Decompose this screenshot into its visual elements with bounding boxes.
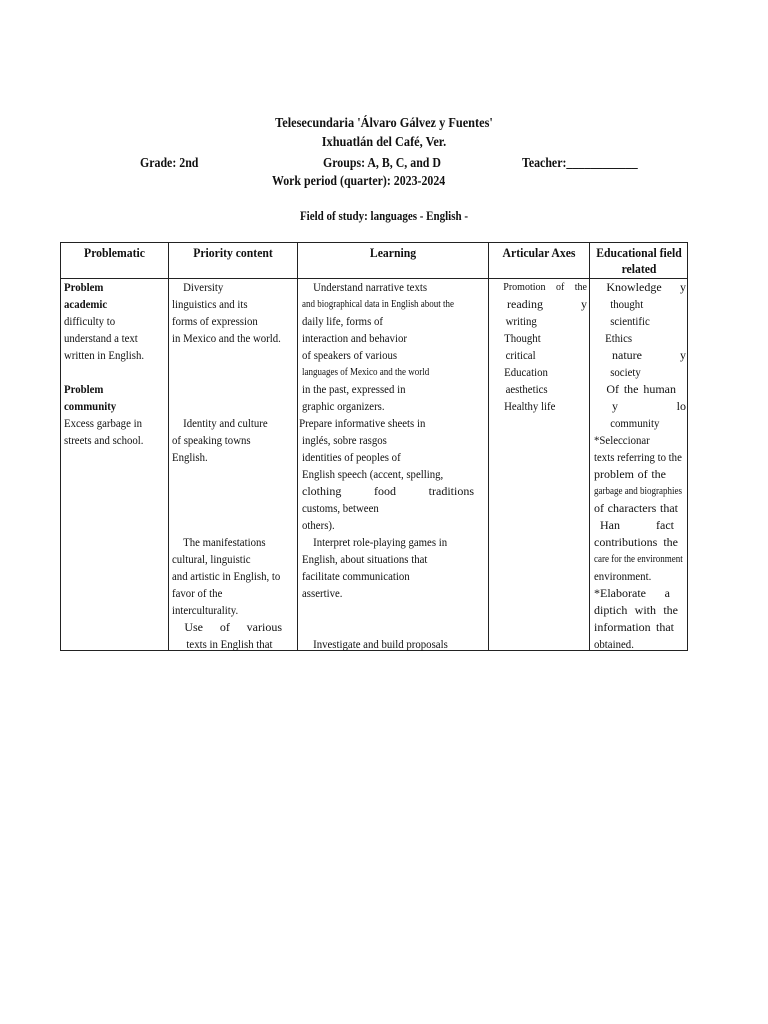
problematic-cell — [64, 279, 167, 650]
learning-line — [302, 483, 474, 500]
word: lo — [676, 399, 686, 413]
column-divider — [488, 243, 489, 650]
word: of — [550, 282, 560, 293]
edu-line — [594, 500, 678, 517]
edu-line — [594, 381, 676, 398]
learning-line: Understand narrative texts — [302, 280, 416, 294]
edu-line: environment. — [594, 569, 652, 583]
axes-line: Education — [493, 365, 537, 379]
problem-text: Excess garbage in — [64, 416, 142, 430]
word: Promotion — [493, 282, 536, 293]
word: traditions — [428, 484, 474, 498]
word: contributions — [594, 535, 658, 549]
word: reading — [507, 297, 543, 311]
word: Use — [172, 620, 191, 634]
learning-line: graphic organizers. — [302, 399, 385, 413]
problem-text: streets and school. — [64, 433, 144, 447]
axes-line — [493, 279, 587, 296]
learning-line: Prepare informative sheets in — [288, 416, 415, 430]
word: the — [663, 603, 678, 617]
word: Knowledge — [594, 280, 650, 294]
content-line: of speaking towns — [172, 433, 251, 447]
learning-line: inglés, sobre rasgos — [302, 433, 387, 447]
edu-line — [594, 466, 666, 483]
learning-line: assertive. — [302, 586, 343, 600]
edu-line — [594, 347, 686, 364]
work-period: Work period (quarter): 2023-2024 — [272, 173, 446, 188]
header-priority-content: Priority content — [193, 245, 273, 260]
axes-line: aesthetics — [505, 382, 548, 396]
school-name: Telesecundaria 'Álvaro Gálvez y Fuentes' — [275, 116, 493, 131]
learning-line: daily life, forms of — [302, 314, 383, 328]
articular-axes-cell — [493, 279, 587, 650]
learning-line: and biographical data in English about the — [302, 299, 454, 310]
axes-line: critical — [505, 348, 536, 362]
content-line: Diversity — [172, 280, 213, 294]
word: fact — [656, 518, 674, 532]
learning-cell — [288, 279, 487, 651]
problem-text: written in English. — [64, 348, 145, 362]
content-line — [172, 619, 282, 636]
edu-line — [594, 534, 678, 551]
problem-text: understand a text — [64, 331, 138, 345]
content-line: forms of expression — [172, 314, 258, 328]
priority-content-cell — [172, 279, 296, 650]
learning-line: identities of peoples of — [302, 450, 401, 464]
column-divider — [297, 243, 298, 650]
learning-line: Investigate and build proposals — [302, 637, 437, 651]
school-location: Ixhuatlán del Café, Ver. — [321, 135, 447, 150]
content-line: The manifestations — [172, 535, 255, 549]
word: characters — [607, 501, 657, 515]
word: that — [656, 620, 674, 634]
word: food — [374, 484, 396, 498]
learning-line: English speech (accent, spelling, — [302, 467, 444, 481]
word: the — [663, 535, 678, 549]
content-line: texts in English that — [186, 637, 273, 651]
word: problem — [594, 467, 634, 481]
word: the — [617, 382, 633, 396]
word: various — [246, 620, 282, 634]
problem-text: difficulty to — [64, 314, 116, 328]
axes-line: Healthy life — [493, 399, 545, 413]
content-line: interculturality. — [172, 603, 239, 617]
edu-line: thought — [610, 297, 644, 311]
column-divider — [168, 243, 169, 650]
learning-line: of speakers of various — [302, 348, 398, 362]
planning-table — [60, 242, 688, 651]
groups-label: Groups: A, B, C, and D — [323, 155, 441, 170]
edu-line: texts referring to the — [594, 450, 682, 464]
header-educational-field: Educational field related — [596, 245, 682, 276]
word: y — [680, 348, 686, 362]
word: that — [659, 501, 678, 515]
field-of-study: Field of study: languages - English - — [299, 209, 469, 223]
word: diptich — [594, 603, 628, 617]
axes-line: writing — [505, 314, 537, 328]
edu-line — [594, 517, 674, 534]
learning-line: facilitate communication — [302, 569, 410, 583]
word: y — [612, 399, 618, 413]
problem-title: community — [64, 399, 117, 413]
learning-line: English, about situations that — [302, 552, 428, 566]
content-line: and artistic in English, to — [172, 569, 281, 583]
content-line: English. — [172, 450, 208, 464]
teacher-label: Teacher:____________ — [522, 155, 638, 170]
word: of — [213, 620, 224, 634]
edu-line: scientific — [610, 314, 650, 328]
learning-line: customs, between — [302, 501, 379, 515]
edu-line: obtained. — [594, 637, 634, 651]
word: Han — [600, 518, 620, 532]
word: information — [594, 620, 651, 634]
word: human — [643, 382, 676, 396]
word: a — [664, 586, 670, 600]
header-problematic: Problematic — [84, 245, 145, 260]
edu-line: Ethics — [594, 331, 621, 345]
word: clothing — [302, 484, 342, 498]
learning-line: others). — [302, 518, 335, 532]
header-articular-axes: Articular Axes — [502, 245, 576, 260]
word: *Elaborate — [594, 586, 646, 600]
word: y — [581, 297, 587, 311]
learning-line: in the past, expressed in — [302, 382, 406, 396]
column-divider — [589, 243, 590, 650]
learning-line: languages of Mexico and the world — [302, 367, 430, 378]
header-learning: Learning — [369, 245, 417, 260]
word: y — [680, 280, 686, 294]
word: with — [634, 603, 656, 617]
word: of — [637, 467, 648, 481]
edu-line: society — [610, 365, 641, 379]
edu-line — [594, 619, 674, 636]
edu-line — [594, 602, 678, 619]
edu-line — [594, 279, 686, 296]
word: the — [651, 467, 666, 481]
axes-line: Thought — [493, 331, 530, 345]
axes-line — [493, 296, 587, 313]
learning-line: Interpret role-playing games in — [302, 535, 437, 549]
content-line: linguistics and its — [172, 297, 248, 311]
problem-title: Problem — [64, 280, 104, 294]
word: of — [594, 501, 604, 515]
problem-title: Problem — [64, 382, 104, 396]
problem-title: academic — [64, 297, 108, 311]
content-line: Identity and culture — [172, 416, 257, 430]
word: the — [574, 282, 587, 293]
edu-line: garbage and biographies — [594, 486, 682, 497]
learning-line: interaction and behavior — [302, 331, 407, 345]
edu-line: care for the environment — [594, 554, 683, 565]
content-line: in Mexico and the world. — [172, 331, 281, 345]
content-line: cultural, linguistic — [172, 552, 251, 566]
word: nature — [612, 348, 642, 362]
educational-field-cell — [594, 279, 688, 650]
edu-line: *Seleccionar — [594, 433, 650, 447]
grade-label: Grade: 2nd — [140, 155, 199, 170]
content-line: favor of the — [172, 586, 223, 600]
edu-line — [594, 398, 686, 415]
edu-line — [594, 585, 670, 602]
word: Of — [594, 382, 607, 396]
edu-line: community — [610, 416, 660, 430]
